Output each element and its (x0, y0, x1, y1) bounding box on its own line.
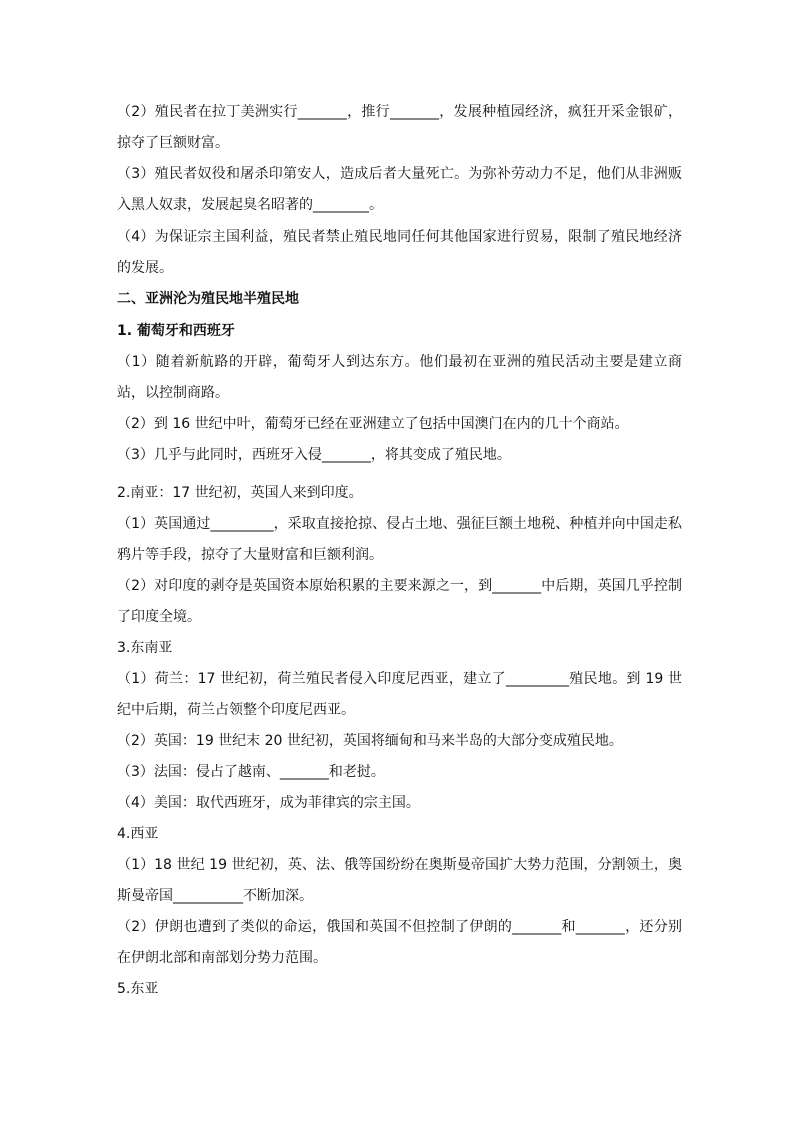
paragraph-trade-restriction: （4）为保证宗主国利益，殖民者禁止殖民地同任何其他国家进行贸易，限制了殖民地经济的发展。 (117, 229, 682, 276)
paragraph-latin-america-economy: （2）殖民者在拉丁美洲实行_______，推行_______，发展种植园经济，疯狂开采金银矿，掠夺了巨额财富。 (117, 104, 682, 151)
paragraph-france: （3）法国：侵占了越南、_______和老挝。 (117, 764, 385, 780)
paragraph-iran: （2）伊朗也遭到了类似的命运，俄国和英国不但控制了伊朗的_______和_______，还分别在伊朗北部和南部划分势力范围。 (117, 919, 682, 966)
paragraph-slave-trade: （3）殖民者奴役和屠杀印第安人，造成后者大量死亡。为弥补劳动力不足，他们从非洲贩入黑人奴隶，发展起臭名昭著的________。 (117, 166, 682, 213)
paragraph-british-india-methods: （1）英国通过_________，采取直接抢掠、侵占土地、强征巨额土地税、种植并向中国走私鸦片等手段，掠夺了大量财富和巨额利润。 (117, 516, 682, 563)
subheading-south-asia: 2.南亚：17 世纪初，英国人来到印度。 (117, 485, 363, 501)
paragraph-spain-invasion: （3）几乎与此同时，西班牙入侵_______，将其变成了殖民地。 (117, 447, 511, 463)
paragraph-ottoman: （1）18 世纪 19 世纪初，英、法、俄等国纷纷在奥斯曼帝国扩大势力范围，分割领土，奥斯曼帝国__________不断加深。 (117, 857, 682, 904)
subheading-southeast-asia: 3.东南亚 (117, 640, 173, 656)
paragraph-portugal-trade-posts: （1）随着新航路的开辟，葡萄牙人到达东方。他们最初在亚洲的殖民活动主要是建立商站，以控制商路。 (117, 354, 682, 401)
paragraph-netherlands: （1）荷兰：17 世纪初，荷兰殖民者侵入印度尼西亚，建立了_________殖民地。到 19 世纪中后期，荷兰占领整个印度尼西亚。 (117, 671, 682, 718)
subheading-west-asia: 4.西亚 (117, 826, 159, 842)
paragraph-macau: （2）到 16 世纪中叶，葡萄牙已经在亚洲建立了包括中国澳门在内的几十个商站。 (117, 416, 629, 432)
paragraph-india-control: （2）对印度的剥夺是英国资本原始积累的主要来源之一，到_______中后期，英国几乎控制了印度全境。 (117, 578, 682, 625)
section-heading-asia: 二、亚洲沦为殖民地半殖民地 (117, 291, 299, 307)
subheading-portugal-spain: 1. 葡萄牙和西班牙 (117, 323, 235, 339)
subheading-east-asia: 5.东亚 (117, 981, 159, 997)
paragraph-usa: （4）美国：取代西班牙，成为菲律宾的宗主国。 (117, 795, 420, 811)
paragraph-britain-burma: （2）英国：19 世纪末 20 世纪初，英国将缅甸和马来半岛的大部分变成殖民地。 (117, 733, 623, 749)
